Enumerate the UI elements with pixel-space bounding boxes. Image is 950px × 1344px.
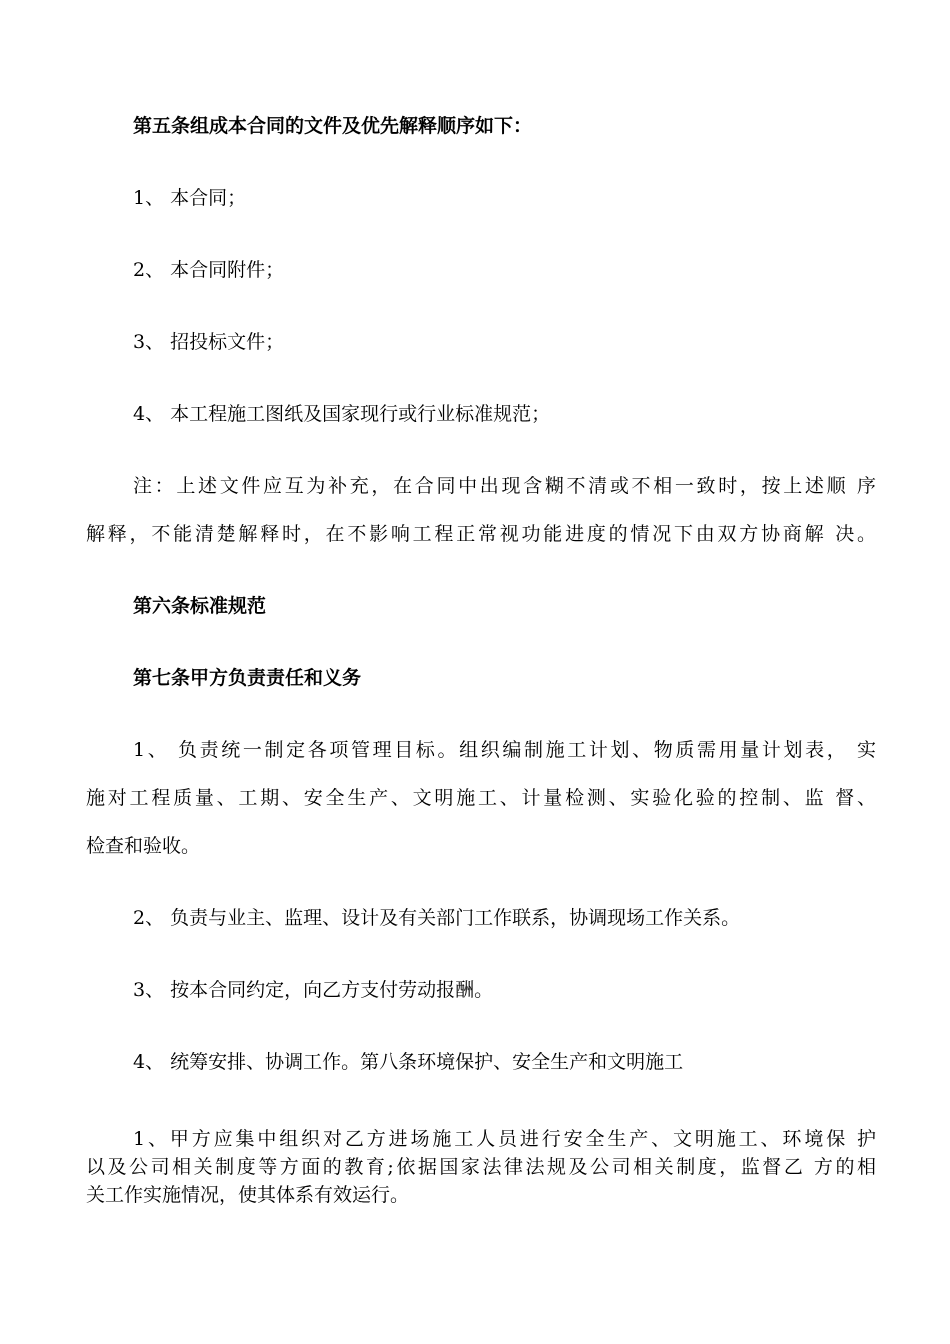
article7-item-3: 3、 按本合同约定，向乙方支付劳动报酬。 <box>133 979 494 1001</box>
article8-item1-line-2: 以及公司相关制度等方面的教育;依据国家法律法规及公司相关制度，监督乙 方的相 <box>86 1156 876 1178</box>
article7-item1-line-2: 施对工程质量、工期、安全生产、文明施工、计量检测、实验化验的控制、监 督、 <box>86 787 876 809</box>
article7-item-4: 4、 统筹安排、协调工作。第八条环境保护、安全生产和文明施工 <box>133 1051 684 1073</box>
article7-heading: 第七条甲方负责责任和义务 <box>133 667 362 689</box>
article7-item1-line-1: 1、 负责统一制定各项管理目标。组织编制施工计划、物质需用量计划表， 实 <box>133 739 876 761</box>
article5-item-3: 3、 招投标文件； <box>133 331 285 353</box>
article5-item-4: 4、 本工程施工图纸及国家现行或行业标准规范； <box>133 403 551 425</box>
article5-item-2: 2、 本合同附件； <box>133 259 285 281</box>
article8-item1-line-3: 关工作实施情况，使其体系有效运行。 <box>86 1184 410 1206</box>
article7-item1-line-3: 检查和验收。 <box>86 835 201 857</box>
article6-heading: 第六条标准规范 <box>133 595 267 617</box>
article7-item-2: 2、 负责与业主、监理、设计及有关部门工作联系，协调现场工作关系。 <box>133 907 741 929</box>
article8-item1-line-1: 1、甲方应集中组织对乙方进场施工人员进行安全生产、文明施工、环境保 护 <box>133 1128 876 1150</box>
article5-heading: 第五条组成本合同的文件及优先解释顺序如下： <box>133 115 533 137</box>
article5-note-line-1: 注：上述文件应互为补充，在合同中出现含糊不清或不相一致时，按上述顺 序 <box>133 475 876 497</box>
article5-item-1: 1、 本合同； <box>133 187 247 209</box>
article5-note-line-2: 解释，不能清楚解释时，在不影响工程正常视功能进度的情况下由双方协商解 决。 <box>86 523 876 545</box>
